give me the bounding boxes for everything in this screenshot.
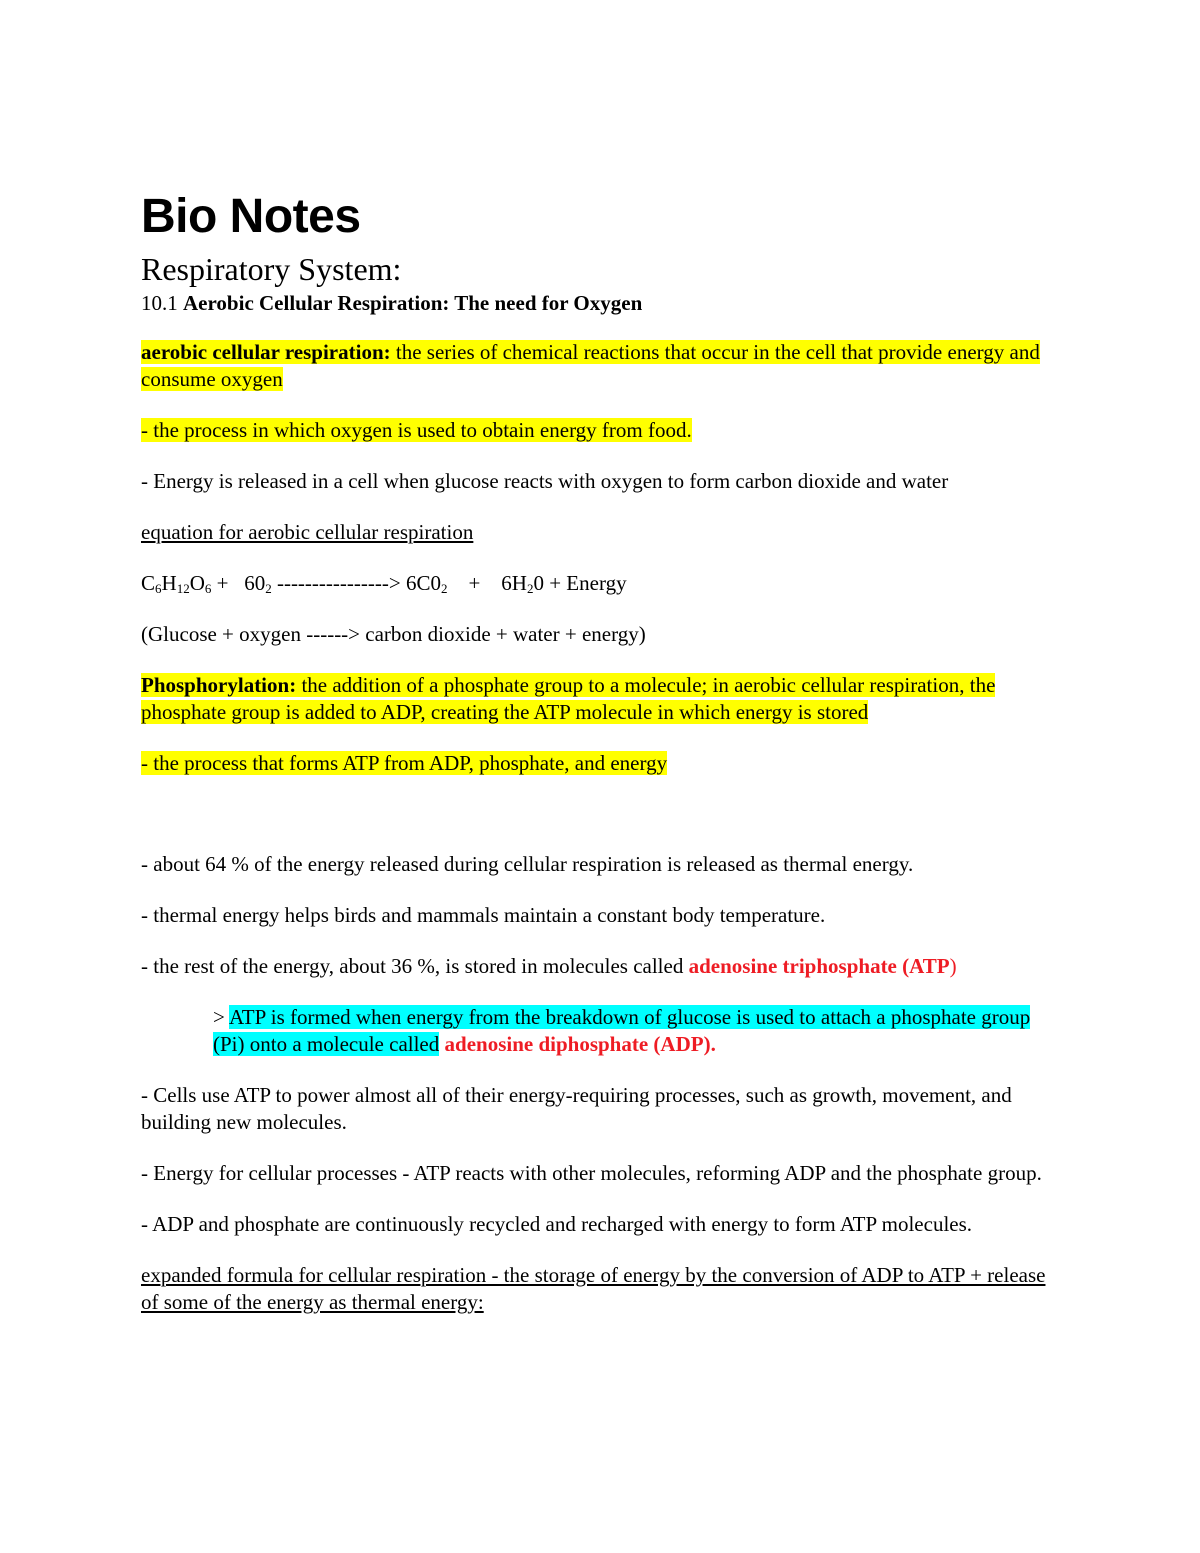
note-process-oxygen [141, 417, 1061, 444]
note-cells-use-atp: - Cells use ATP to power almost all of their energy-requiring processes, such as growth, movement, and building new molecules. [141, 1083, 1012, 1134]
adp-term: adenosine diphosphate (ADP). [439, 1032, 716, 1056]
note-prefix: > [213, 1005, 229, 1029]
note-text: - the process in which oxygen is used to obtain energy from food. [141, 418, 692, 442]
atp-term: adenosine triphosphate (ATP [688, 954, 950, 978]
atp-term-end: ) [949, 954, 957, 978]
note-energy-released: - Energy is released in a cell when glucose reacts with oxygen to form carbon dioxide and water [141, 469, 949, 493]
eq-plus: + [211, 571, 245, 595]
note-atp-formed [141, 1004, 1061, 1058]
spacer [141, 801, 1061, 851]
section-number: 10.1 [141, 291, 178, 315]
definition-term: Phosphorylation: [141, 673, 297, 697]
note-atp-formation [141, 750, 1061, 777]
eq-arrow: ----------------> [271, 571, 406, 595]
eq-carbon-sub: 6 [155, 581, 162, 596]
note-text: - the rest of the energy, about 36 %, is stored in molecules called [141, 954, 689, 978]
definition-term: aerobic cellular respiration: [141, 340, 391, 364]
eq-water: 6H [501, 571, 527, 595]
page-title: Bio Notes [141, 190, 361, 243]
note-recycling: - ADP and phosphate are continuously recycled and recharged with energy to form ATP molecules. [141, 1212, 973, 1236]
definition-text: the addition of a phosphate group to a molecule; in aerobic cellular respiration, the phosphate group is added to ADP, creating the ATP molecule in which energy is stored [141, 673, 996, 724]
document-content [141, 188, 1061, 1340]
definition-text: the series of chemical reactions that occur in the cell that provide energy and consume oxygen [141, 340, 1040, 391]
note-text: - the process that forms ATP from ADP, phosphate, and energy [141, 751, 668, 775]
definition-aerobic-respiration [141, 339, 1061, 393]
note-thermal-percentage: - about 64 % of the energy released during cellular respiration is released as thermal energy. [141, 852, 914, 876]
eq-co2-sub: 2 [440, 581, 448, 596]
definition-phosphorylation [141, 672, 1061, 726]
note-atp-storage [141, 953, 1061, 980]
eq-oxygen-atom-sub: 6 [204, 581, 212, 596]
eq-oxygen-atom: O [189, 571, 205, 595]
eq-carbon: C [141, 571, 156, 595]
eq-oxygen: 60 [244, 571, 266, 595]
section-heading [141, 290, 1061, 317]
eq-plus-2: + [447, 571, 502, 595]
section-title: Aerobic Cellular Respiration: The need for Oxygen [183, 291, 643, 315]
eq-co2: 6C0 [405, 571, 441, 595]
note-text: ATP is formed when energy from the breakdown of glucose is used to attach a phosphate group (Pi) onto a molecule called [213, 1005, 1031, 1056]
chemical-equation [141, 570, 1061, 597]
eq-oxygen-sub: 2 [265, 581, 272, 596]
eq-hydrogen: H [161, 571, 177, 595]
expanded-formula-heading: expanded formula for cellular respiration - the storage of energy by the conversion of ADP to ATP + release of some of the energy as thermal energy: [141, 1263, 1046, 1314]
eq-water-sub: 2 [526, 581, 534, 596]
eq-water-end: 0 + Energy [533, 571, 627, 595]
note-thermal-energy: - thermal energy helps birds and mammals maintain a constant body temperature. [141, 903, 826, 927]
page-subtitle: Respiratory System: [141, 251, 402, 287]
equation-heading: equation for aerobic cellular respiration [141, 520, 474, 544]
eq-hydrogen-sub: 12 [176, 581, 190, 596]
word-equation: (Glucose + oxygen ------> carbon dioxide + water + energy) [141, 622, 646, 646]
note-energy-processes: - Energy for cellular processes - ATP reacts with other molecules, reforming ADP and the phosphate group. [141, 1161, 1042, 1185]
